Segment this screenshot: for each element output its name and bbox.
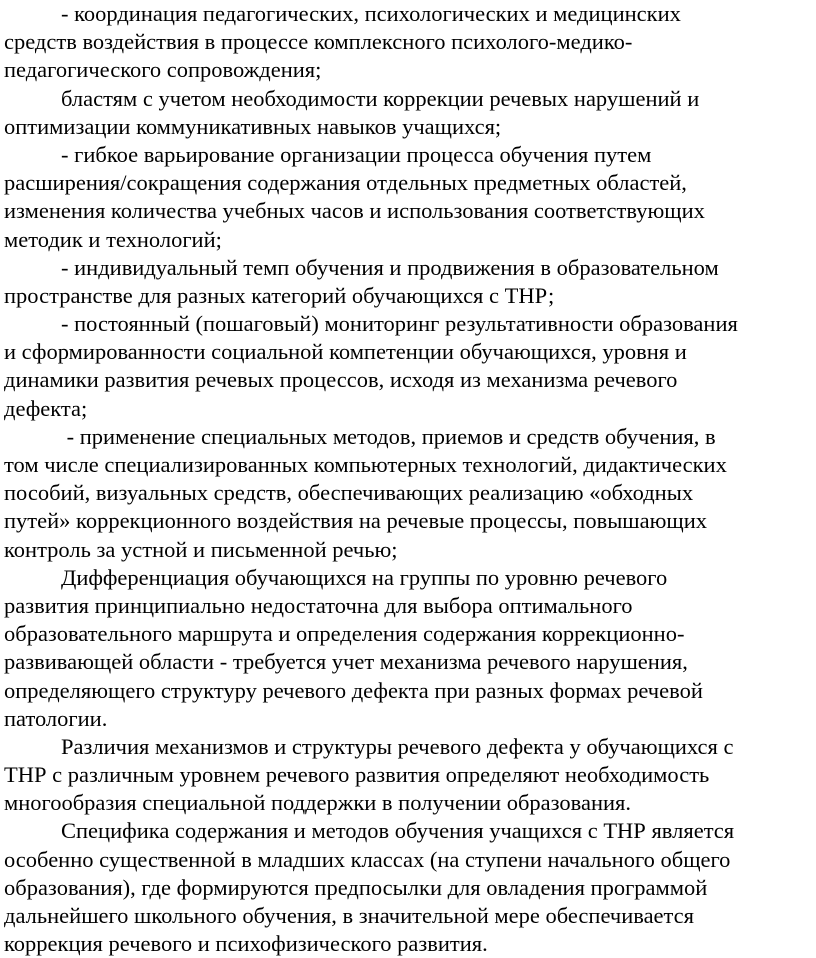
text-line: дальнейшего школьного обучения, в значительной мере обеспечивается xyxy=(4,903,694,928)
text-line: дефекта; xyxy=(4,395,88,421)
text-line: - гибкое варьирование организации процесса обучения путем xyxy=(61,141,652,167)
text-line: коррекция речевого и психофизического развития. xyxy=(4,931,488,957)
text-line: пространстве для разных категорий обучающихся с ТНР; xyxy=(4,282,555,308)
text-line: многообразия специальной поддержки в получении образования. xyxy=(4,790,632,816)
text-line: средств воздействия в процессе комплексного психолого-медико- xyxy=(4,29,633,55)
text-line: бластям с учетом необходимости коррекции речевых нарушений и xyxy=(61,85,700,111)
text-line: - применение специальных методов, приемов и средств обучения, в xyxy=(61,423,716,449)
text-line: особенно существенной в младших классах (на ступени начального общего xyxy=(4,846,731,872)
text-line: изменения количества учебных часов и использования соответствующих xyxy=(4,198,705,224)
text-line: развивающей области - требуется учет механизма речевого нарушения, xyxy=(4,649,688,675)
text-line: том числе специализированных компьютерных технологий, дидактических xyxy=(4,452,727,477)
text-line: образования), где формируются предпосылки для овладения программой xyxy=(4,874,708,900)
text-line: - координация педагогических, психологических и медицинских xyxy=(61,1,681,26)
text-line: оптимизации коммуникативных навыков учащихся; xyxy=(4,113,502,139)
text-line: патологии. xyxy=(4,705,108,731)
text-line: методик и технологий; xyxy=(4,226,222,252)
text-line: образовательного маршрута и определения содержания коррекционно- xyxy=(4,621,685,647)
text-line: контроль за устной и письменной речью; xyxy=(4,536,398,562)
text-line: - индивидуальный темп обучения и продвижения в образовательном xyxy=(61,254,719,280)
text-line: развития принципиально недостаточна для выбора оптимального xyxy=(4,592,633,618)
text-line: путей» коррекционного воздействия на речевые процессы, повышающих xyxy=(4,508,708,534)
text-line: расширения/сокращения содержания отдельных предметных областей, xyxy=(4,170,687,196)
text-line: и сформированности социальной компетенции обучающихся, уровня и xyxy=(4,339,687,365)
text-line: динамики развития речевых процессов, исходя из механизма речевого xyxy=(4,367,678,393)
text-line: - постоянный (пошаговый) мониторинг результативности образования xyxy=(61,311,738,337)
text-line: пособий, визуальных средств, обеспечивающих реализацию «обходных xyxy=(4,480,694,506)
text-line: определяющего структуру речевого дефекта при разных формах речевой xyxy=(4,677,703,703)
text-line: Дифференциация обучающихся на группы по уровню речевого xyxy=(61,564,668,590)
text-line: ТНР с различным уровнем речевого развития определяют необходимость xyxy=(4,762,710,788)
text-line: Различия механизмов и структуры речевого дефекта у обучающихся с xyxy=(61,733,734,759)
text-line: Специфика содержания и методов обучения учащихся с ТНР является xyxy=(61,818,735,844)
text-line: педагогического сопровождения; xyxy=(4,57,322,83)
